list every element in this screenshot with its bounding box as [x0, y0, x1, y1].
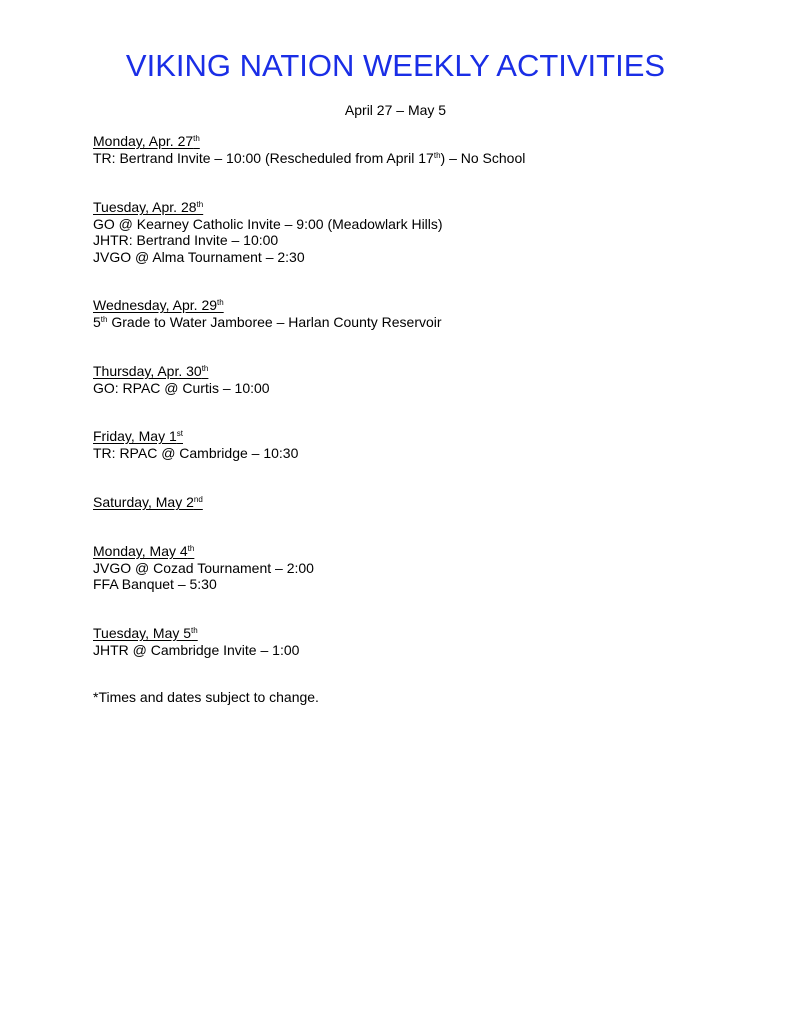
activity-line: JVGO @ Cozad Tournament – 2:00 [93, 559, 314, 576]
day-section-monday-apr-27 [93, 133, 525, 166]
day-section-thursday-apr-30 [93, 363, 270, 396]
disclaimer-footnote: *Times and dates subject to change. [93, 689, 319, 705]
activity-line: TR: RPAC @ Cambridge – 10:30 [93, 444, 299, 461]
day-section-wednesday-apr-29 [93, 297, 442, 330]
activity-line: JVGO @ Alma Tournament – 2:30 [93, 248, 305, 265]
day-heading: Monday, May 4th [93, 543, 195, 559]
day-section-tuesday-may-5 [93, 625, 299, 658]
day-heading: Monday, Apr. 27th [93, 133, 200, 149]
day-heading: Thursday, Apr. 30th [93, 363, 209, 379]
activity-line: GO: RPAC @ Curtis – 10:00 [93, 379, 270, 396]
day-heading: Saturday, May 2nd [93, 494, 203, 510]
activity-line: JHTR: Bertrand Invite – 10:00 [93, 232, 279, 248]
activity-line: GO @ Kearney Catholic Invite – 9:00 (Meadowlark Hills) [93, 215, 443, 232]
activity-line: JHTR @ Cambridge Invite – 1:00 [93, 641, 300, 658]
page-title: VIKING NATION WEEKLY ACTIVITIES [125, 48, 666, 83]
day-section-tuesday-apr-28 [93, 199, 443, 265]
day-heading: Friday, May 1st [93, 428, 183, 444]
day-section-saturday-may-2 [93, 494, 203, 511]
date-range: April 27 – May 5 [344, 102, 447, 118]
day-heading: Tuesday, May 5th [93, 625, 198, 641]
activity-line: TR: Bertrand Invite – 10:00 (Rescheduled from April 17th) – No School [93, 149, 526, 166]
day-heading: Tuesday, Apr. 28th [93, 199, 204, 215]
activity-line: 5th Grade to Water Jamboree – Harlan County Reservoir [93, 313, 442, 330]
day-section-friday-may-1 [93, 428, 298, 461]
activity-line: FFA Banquet – 5:30 [93, 576, 217, 592]
day-heading: Wednesday, Apr. 29th [93, 297, 224, 313]
day-section-monday-may-4 [93, 543, 314, 593]
